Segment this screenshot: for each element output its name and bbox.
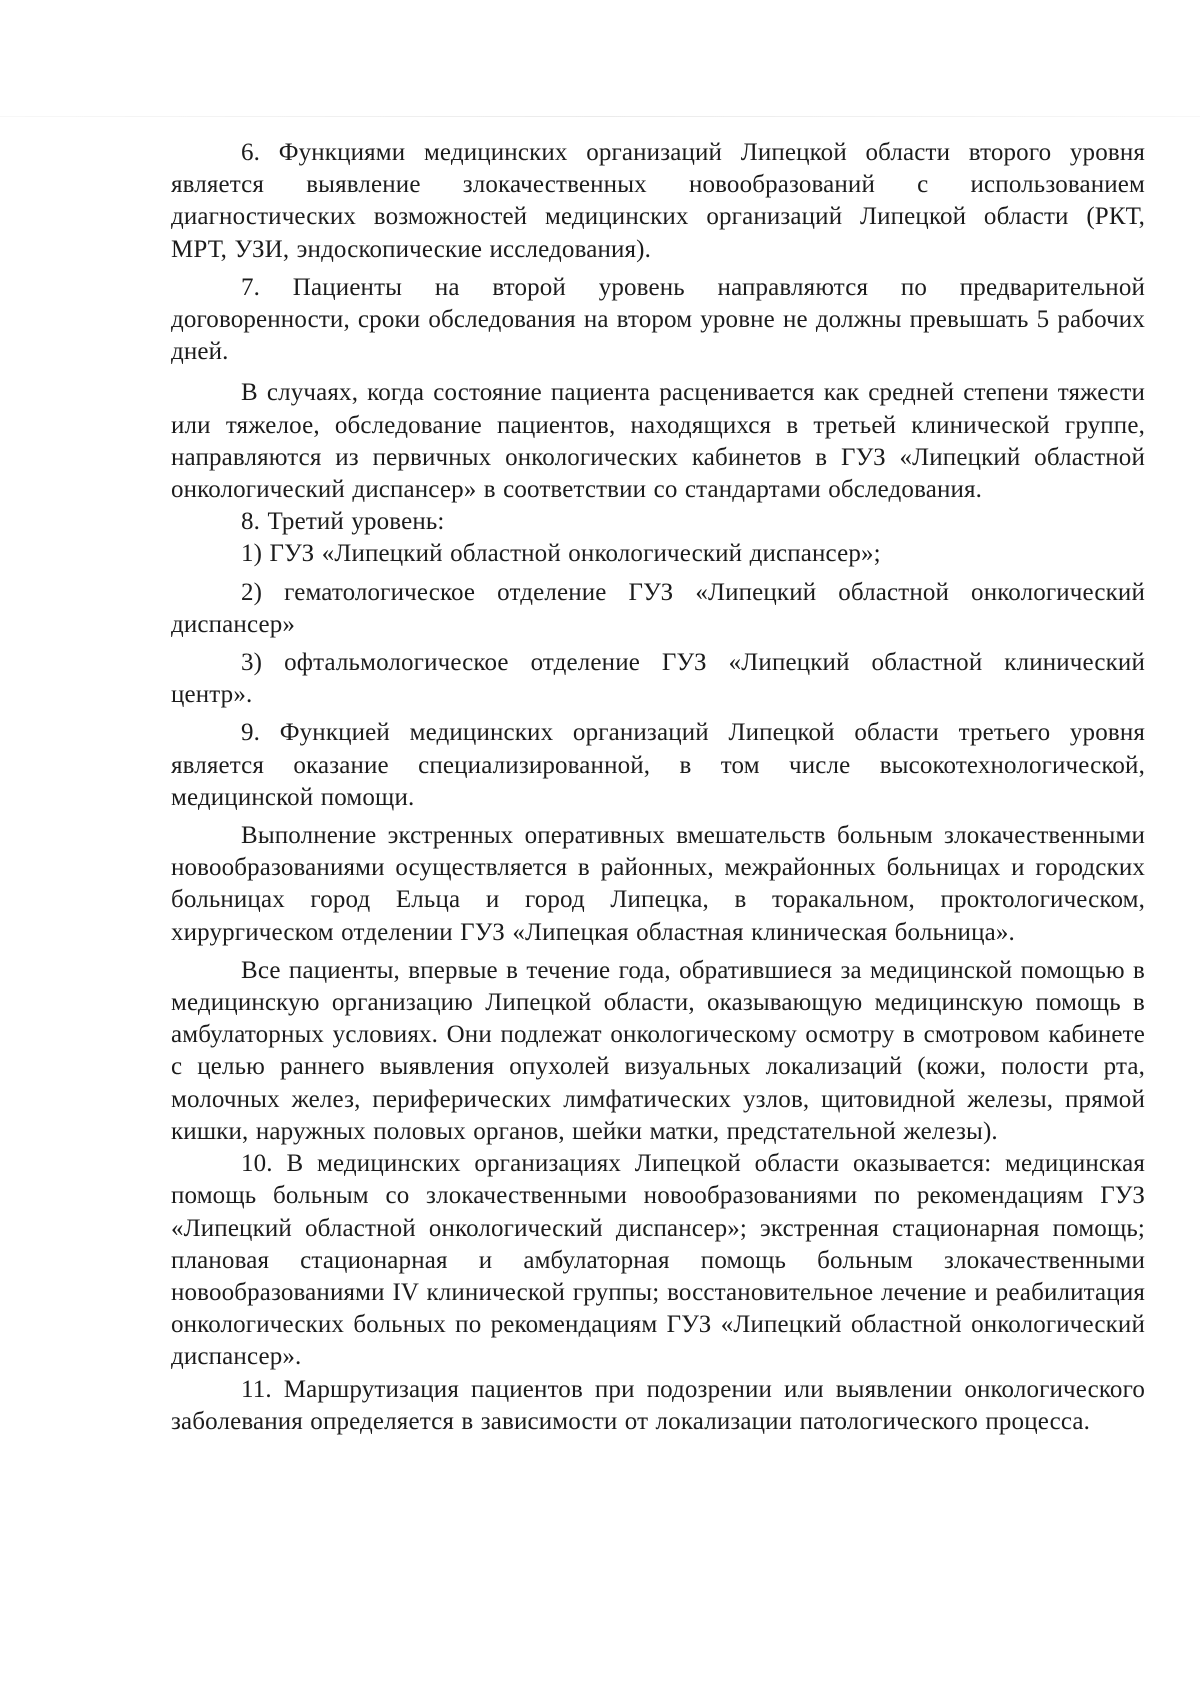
list-item-3: 3) офтальмологическое отделение ГУЗ «Липецкий областной клинический центр». (171, 649, 1145, 709)
document-body (171, 137, 1145, 1438)
paragraph-10: 10. В медицинских организациях Липецкой области оказывается: медицинская помощь больным со злокачественными новообразованиями по рекомендациям ГУЗ «Липецкий областной онкологический диспансер»; экстренная стационарная помощь; плановая стационарная и амбулаторная помощь больным злокачественными новообразованиями IV клинической группы; восстановительное лечение и реабилитация онкологических больных по рекомендациям ГУЗ «Липецкий областной онкологический диспансер». (171, 1150, 1145, 1371)
scan-artifact-line (0, 116, 1200, 117)
paragraph-6: 6. Функциями медицинских организаций Липецкой области второго уровня является выявление злокачественных новообразований с использованием диагностических возможностей медицинских организаций Липецкой области (РКТ, МРТ, УЗИ, эндоскопические исследования). (171, 139, 1145, 263)
paragraph-9: 9. Функцией медицинских организаций Липецкой области третьего уровня является оказание специализированной, в том числе высокотехнологической, медицинской помощи. (171, 719, 1145, 811)
paragraph-emergency-surgery: Выполнение экстренных оперативных вмешательств больным злокачественными новообразованиями осуществляется в районных, межрайонных больницах и городских больницах город Ельца и город Липецка, в торакальном, проктологическом, хирургическом отделении ГУЗ «Липецкая областная клиническая больница». (171, 822, 1145, 946)
paragraph-11: 11. Маршрутизация пациентов при подозрении или выявлении онкологического заболевания определяется в зависимости от локализации патологического процесса. (171, 1375, 1145, 1435)
paragraph-clinical-group: В случаях, когда состояние пациента расценивается как средней степени тяжести или тяжелое, обследование пациентов, находящихся в третьей клинической группе, направляются из первичных онкологических кабинетов в ГУЗ «Липецкий областной онкологический диспансер» в соответствии со стандартами обследования. (171, 379, 1145, 504)
list-item-1: 1) ГУЗ «Липецкий областной онкологический диспансер»; (241, 540, 881, 568)
paragraph-all-patients: Все пациенты, впервые в течение года, обратившиеся за медицинской помощью в медицинскую организацию Липецкой области, оказывающую медицинскую помощь в амбулаторных условиях. Они подлежат онкологическому осмотру в смотровом кабинете с целью раннего выявления опухолей визуальных локализаций (кожи, полости рта, молочных желез, периферических лимфатических узлов, щитовидной железы, прямой кишки, наружных половых органов, шейки матки, предстательной железы). (171, 956, 1145, 1145)
paragraph-7: 7. Пациенты на второй уровень направляются по предварительной договоренности, сроки обследования на втором уровне не должны превышать 5 рабочих дней. (171, 273, 1145, 366)
list-item-2: 2) гематологическое отделение ГУЗ «Липецкий областной онкологический диспансер» (171, 578, 1145, 638)
paragraph-8-heading: 8. Третий уровень: (241, 508, 445, 536)
